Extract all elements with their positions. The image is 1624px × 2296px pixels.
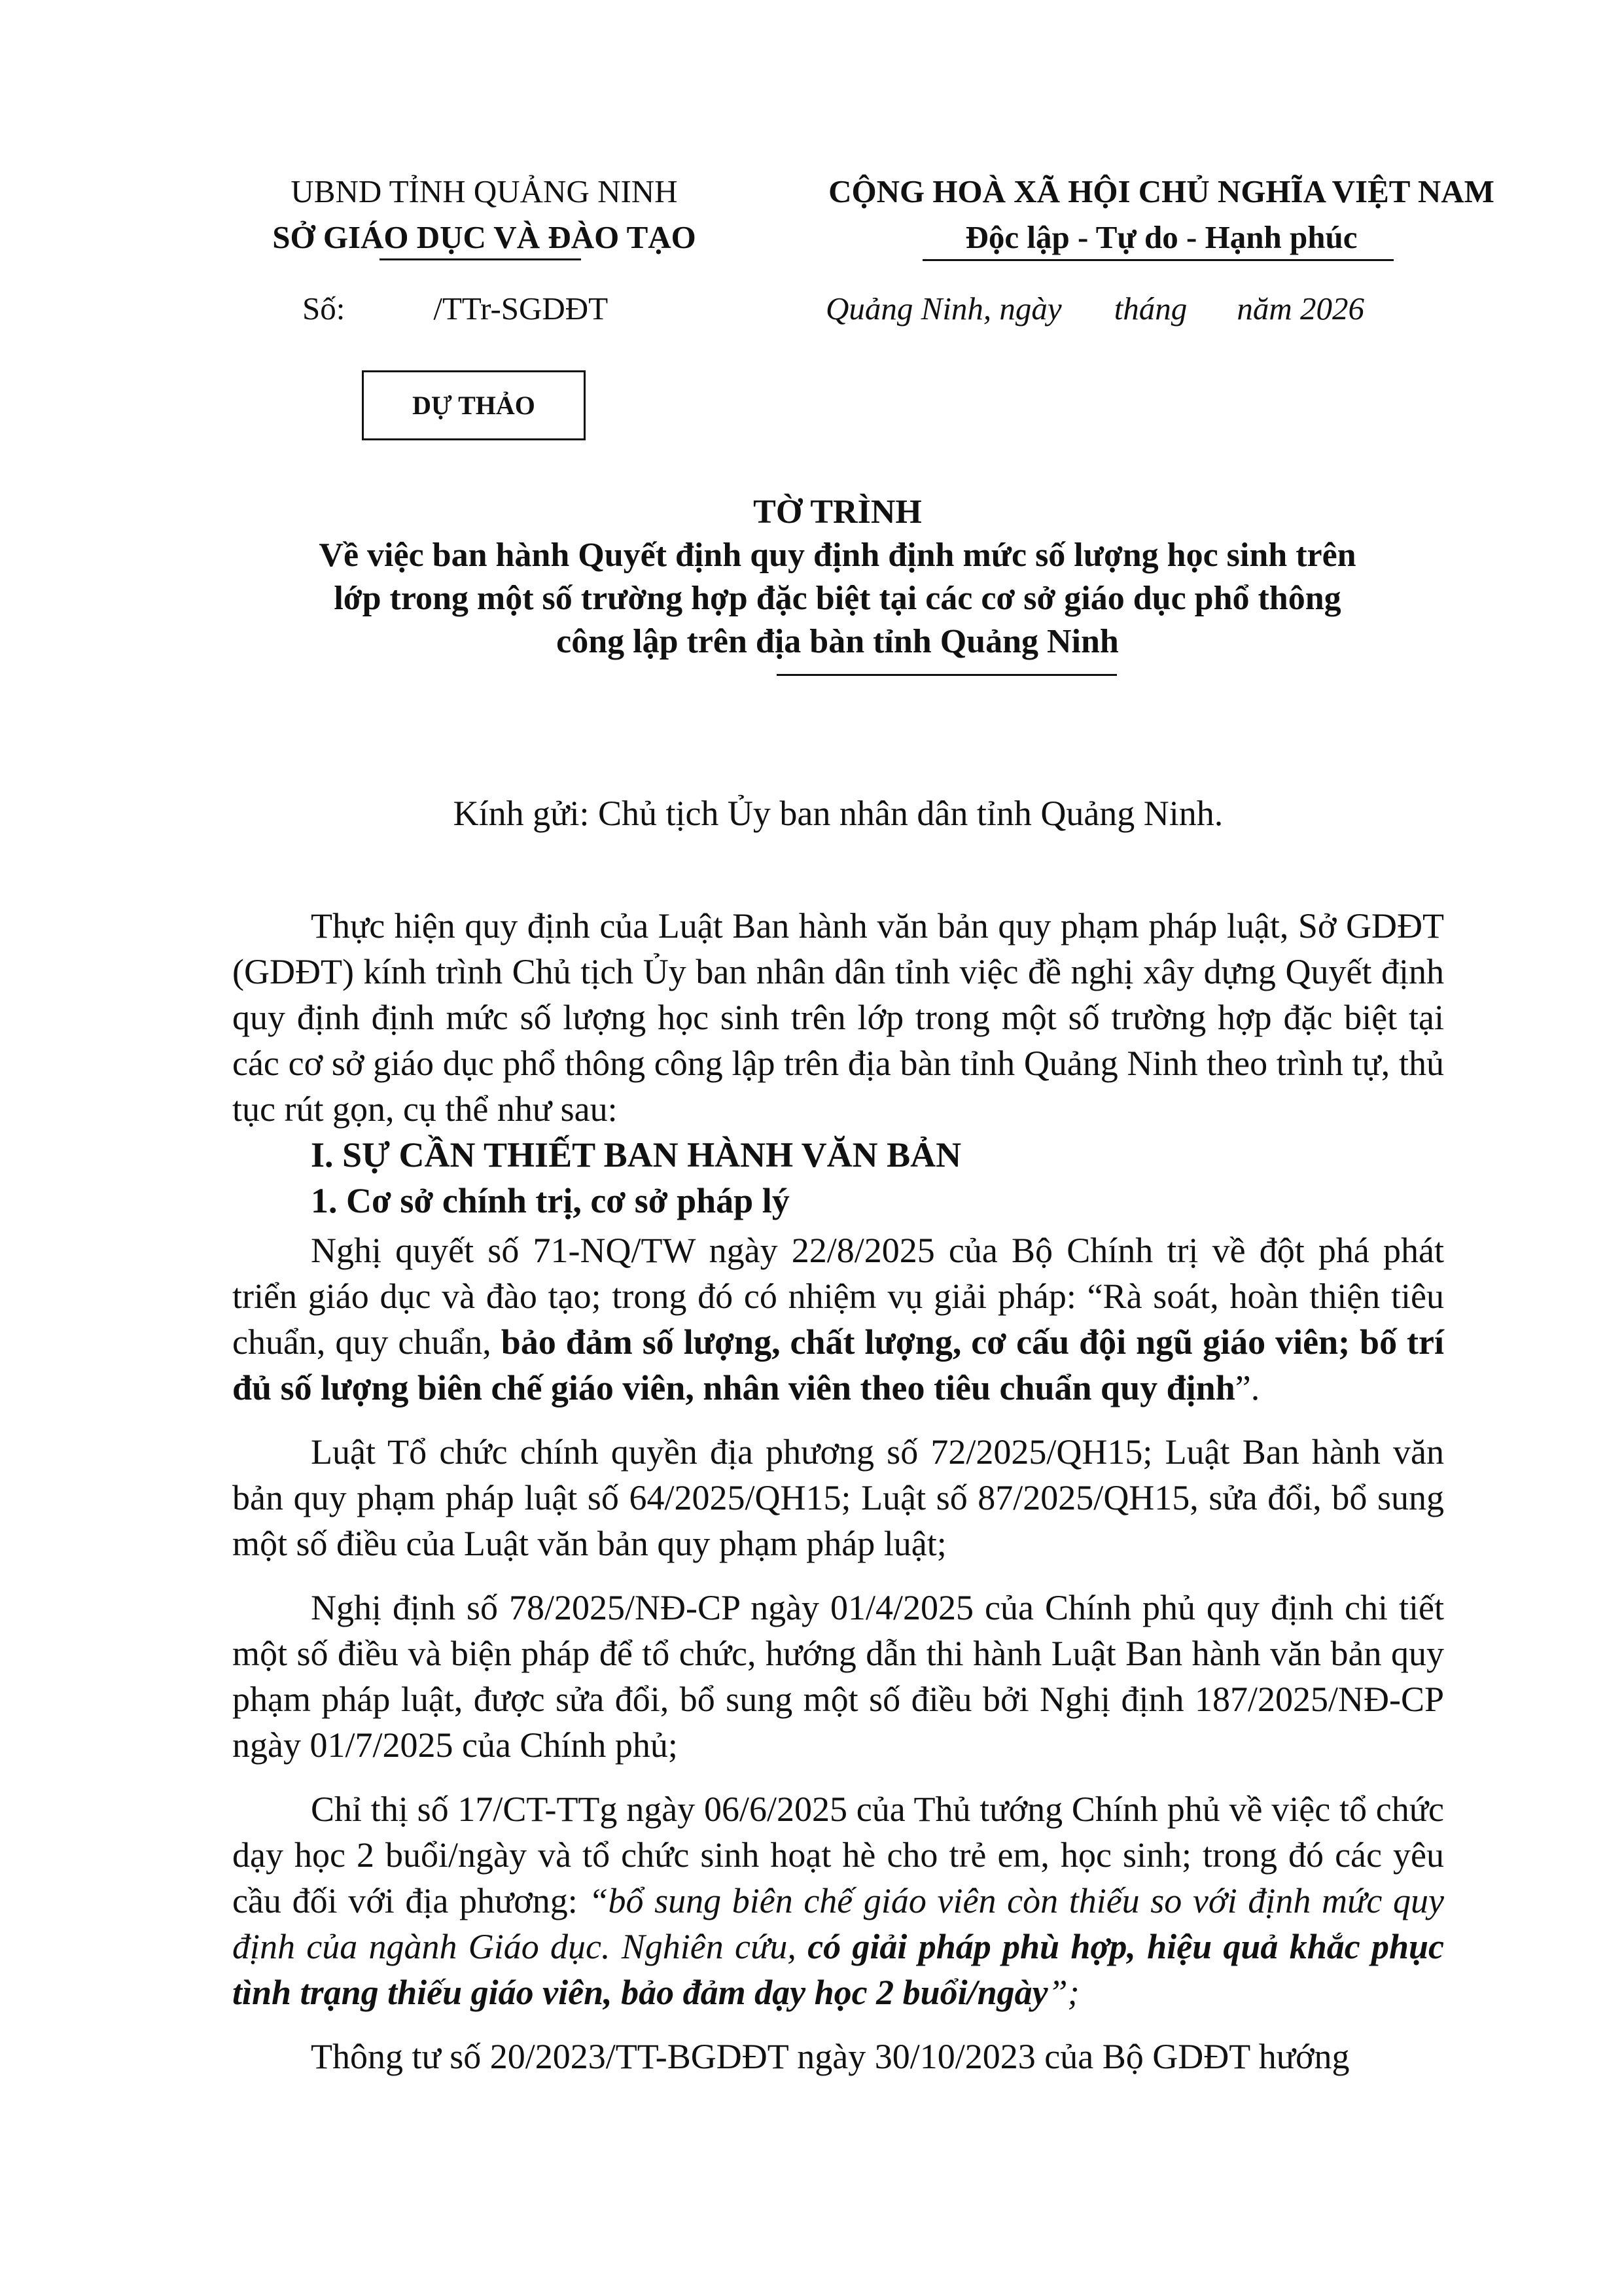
paragraph-decree-78: Nghị định số 78/2025/NĐ-CP ngày 01/4/2025 của Chính phủ quy định chi tiết một số điều và biện pháp để tổ chức, hướng dẫn thi hành Luật Ban hành văn bản quy phạm pháp luật, được sửa đổi, bổ sung một số điều bởi Nghị định 187/2025/NĐ-CP ngày 01/7/2025 của Chính phủ;	[232, 1588, 1444, 1765]
paragraph-directive-17	[232, 1786, 1444, 2015]
motto-underline	[923, 259, 1394, 261]
title-underline	[777, 674, 1117, 676]
paragraph-circular-20: Thông tư số 20/2023/TT-BGDĐT ngày 30/10/2023 của Bộ GDĐT hướng	[311, 2037, 1350, 2076]
date-place: Quảng Ninh, ngày	[826, 291, 1062, 327]
emphasis-text: bảo đảm số lượng, chất lượng, cơ cấu đội ngũ giáo viên; bố trí đủ số lượng biên chế giáo viên, nhân viên theo tiêu chuẩn quy định	[232, 1322, 1445, 1407]
paragraph-text: Chỉ thị số 17/CT-TTg ngày 06/6/2025 của Thủ tướng Chính phủ về việc tổ chức dạy học 2 buổi/ngày và tổ chức sinh hoạt hè cho trẻ em, học sinh; trong đó các yêu cầu đối với địa phương:	[232, 1790, 1444, 1920]
paragraph-resolution-71	[232, 1227, 1444, 1411]
section-heading: I. SỰ CẦN THIẾT BAN HÀNH VĂN BẢN	[311, 1135, 962, 1174]
number-suffix: /TTr-SGDĐT	[433, 291, 609, 327]
title-line-1: Về việc ban hành Quyết định quy định định mức số lượng học sinh trên	[319, 537, 1356, 574]
document-type: TỜ TRÌNH	[753, 493, 922, 531]
date-year: năm 2026	[1237, 291, 1364, 327]
paragraph-laws: Luật Tổ chức chính quyền địa phương số 72/2025/QH15; Luật Ban hành văn bản quy phạm pháp luật số 64/2025/QH15; Luật số 87/2025/QH15, sửa đổi, bổ sung một số điều của Luật văn bản quy phạm pháp luật;	[232, 1432, 1444, 1563]
subsection-heading: 1. Cơ sở chính trị, cơ sở pháp lý	[311, 1181, 790, 1220]
recipient-line: Kính gửi: Chủ tịch Ủy ban nhân dân tỉnh Quảng Ninh.	[453, 794, 1224, 833]
paragraph-end: ”;	[1048, 1973, 1080, 2012]
header-right	[785, 169, 1538, 260]
nation-name: CỘNG HOÀ XÃ HỘI CHỦ NGHĨA VIỆT NAM	[828, 173, 1494, 209]
paragraph-text: Nghị quyết số 71-NQ/TW ngày 22/8/2025 của Bộ Chính trị về đột phá phát triển giáo dục và đào tạo; trong đó có nhiệm vụ giải pháp: “Rà soát, hoàn thiện tiêu chuẩn, quy chuẩn,	[232, 1231, 1444, 1362]
issuing-authority: UBND TỈNH QUẢNG NINH	[291, 173, 678, 209]
title-line-2: lớp trong một số trường hợp đặc biệt tại các cơ sở giáo dục phổ thông	[334, 580, 1341, 617]
paragraph-end: ”.	[1235, 1368, 1260, 1407]
draft-stamp: DỰ THẢO	[362, 370, 586, 440]
title-line-3: công lập trên địa bàn tỉnh Quảng Ninh	[556, 623, 1119, 660]
document-number	[302, 286, 608, 332]
emphasis-text: có giải pháp phù hợp, hiệu quả khắc phục tình trạng thiếu giáo viên, bảo đảm dạy học 2 buổi/ngày	[232, 1927, 1444, 2012]
issuing-department: SỞ GIÁO DỤC VÀ ĐÀO TẠO	[272, 219, 696, 255]
number-label: Số:	[302, 291, 345, 327]
issue-date	[826, 286, 1364, 332]
national-motto: Độc lập - Tự do - Hạnh phúc	[965, 219, 1358, 255]
document-title	[183, 491, 1492, 663]
document-body	[232, 903, 1444, 2079]
intro-paragraph: Thực hiện quy định của Luật Ban hành văn bản quy phạm pháp luật, Sở GDĐT (GDĐT) kính trình Chủ tịch Ủy ban nhân dân tỉnh việc đề nghị xây dựng Quyết định quy định định mức số lượng học sinh trên lớp trong một số trường hợp đặc biệt tại các cơ sở giáo dục phổ thông công lập trên địa bàn tỉnh Quảng Ninh theo trình tự, thủ tục rút gọn, cụ thể như sau:	[232, 906, 1444, 1129]
department-underline	[380, 258, 581, 260]
header-left	[216, 169, 752, 260]
quoted-text: “bổ sung biên chế giáo viên còn thiếu so với định mức quy định của ngành Giáo dục. Nghiên cứu,	[232, 1881, 1444, 1966]
date-month: tháng	[1114, 291, 1188, 327]
